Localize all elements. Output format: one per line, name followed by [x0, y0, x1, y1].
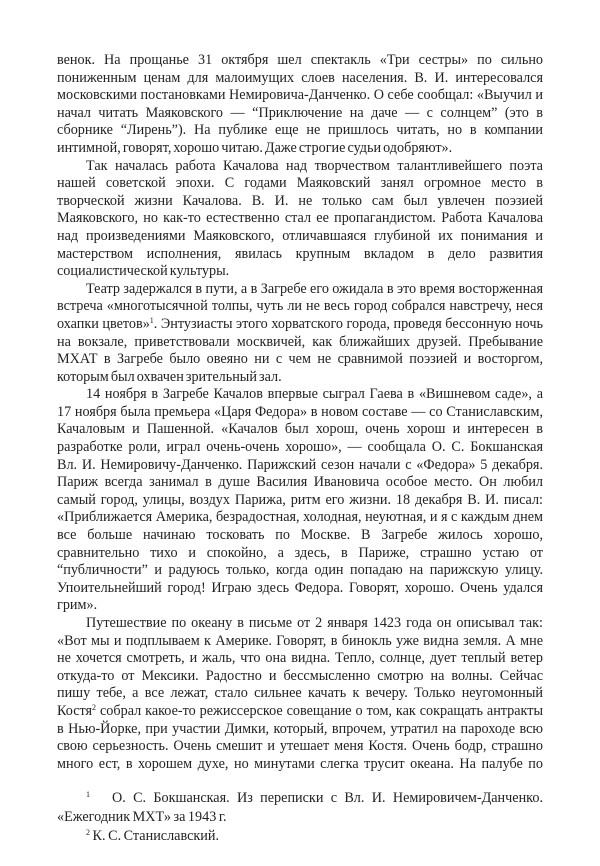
text-span: разработке роли, играл очень-очень хорошо», — сообщала О. С. Бокшанская: [57, 439, 543, 456]
text-span: Упоительнейший город! Играю здесь Федора. Говорят, хорошо. Очень удался: [57, 579, 543, 596]
text-span: в Нью-Йорке, при участии Димки, который, впрочем, утратил на пароходе всю: [57, 720, 543, 737]
text-span: Маяковского, но как-то естественно стал ее пропагандистом. Работа Качалова: [57, 210, 543, 227]
footnote-marker: 2: [86, 828, 90, 838]
paragraph: [57, 281, 543, 387]
footnote: [57, 827, 543, 846]
text-span: начал читать Маяковского — “Приключение на даче — с солнцем” (это в: [57, 104, 543, 121]
paragraph: [57, 52, 543, 158]
text-line: [57, 158, 543, 176]
footnote-marker: 1: [86, 790, 90, 800]
text-span: Париж всегда занимал в душе Василия Ивановича особое место. Он любил: [57, 474, 543, 491]
text-line: [57, 52, 543, 70]
text-line: [57, 246, 543, 264]
text-span: встреча «многотысячной толпы, чуть ли не весь город собрался навстречу, неся: [57, 298, 543, 315]
text-line: [57, 562, 543, 580]
text-line: [57, 228, 543, 246]
text-line: [57, 105, 543, 123]
text-span: “публичности” и радуюсь только, когда один попадаю на парижскую улицу.: [57, 562, 543, 579]
text-span: Костя: [57, 702, 93, 719]
text-span: творческой жизни Качалова. В. И. не только сам был увлечен поэзией: [57, 192, 543, 209]
text-span: много ест, в хорошем духе, но минутами слегка трусит океана. На палубе по: [57, 755, 543, 772]
text-span: нашей советской эпохи. С годами Маяковский занял огромное место в: [57, 175, 543, 192]
paragraph: [57, 615, 543, 773]
text-line: [57, 386, 543, 404]
text-span: которым был охвачен зрительный зал.: [57, 368, 282, 385]
text-span: все больше начинаю тосковать по Москве. В Загребе жилось хорошо,: [57, 527, 543, 544]
footnote-text: «Ежегодник МХТ» за 1943 г.: [57, 809, 227, 826]
text-line: [57, 738, 543, 756]
text-line: [57, 633, 543, 651]
text-line: [57, 334, 543, 352]
text-line: [57, 316, 543, 334]
text-span: собрал какое-то режиссерское совещание о том, как сокращать антракты: [96, 702, 543, 719]
text-span: МХАТ в Загребе было овеяно ни с чем не сравнимой поэзией и восторгом,: [57, 351, 543, 368]
text-span: Путешествие по океану в письме от 2 января 1423 года он описывал так:: [86, 615, 543, 631]
text-line: [57, 298, 543, 316]
text-span: «Приближается Америка, безрадостная, холодная, неуютная, и я с каждым днем: [57, 509, 543, 526]
text-line: [57, 615, 543, 633]
footnote-line: [57, 827, 543, 846]
text-span: . Энтузиасты этого хорватского города, проведя бессонную ночь: [153, 315, 544, 332]
text-span: Качаловым и Пашенной. «Качалов был хорош, очень хорош и интересен в: [57, 421, 543, 438]
text-span: охапки цветов»: [57, 315, 150, 332]
text-span: не хочется смотреть, и жаль, что она видна. Тепло, солнце, дует теплый ветер: [57, 650, 543, 667]
text-line: [57, 70, 543, 88]
text-line: [57, 87, 543, 105]
text-line: [57, 668, 543, 686]
text-span: пониженным ценам для малоимущих слоев населения. В. И. интересовался: [57, 69, 543, 86]
paragraph: [57, 386, 543, 615]
text-span: самый город, улицы, воздух Парижа, ритм его жизни. 18 декабря В. И. писал:: [57, 491, 543, 508]
text-span: откуда-то от Мексики. Радостно и бессмысленно смотрю на волны. Сейчас: [57, 667, 543, 684]
text-span: Так началась работа Качалова над творчеством талантливейшего поэта: [86, 157, 543, 174]
main-text: [57, 52, 543, 773]
text-line: [57, 650, 543, 668]
text-line: [57, 122, 543, 140]
text-span: свою серьезность. Очень смешит и утешает меня Костя. Очень бодр, страшно: [57, 738, 543, 755]
footnotes: [57, 789, 543, 846]
text-line: [57, 685, 543, 703]
text-line: [57, 492, 543, 510]
text-line: [57, 439, 543, 457]
text-span: венок. На прощанье 31 октября шел спектакль «Три сестры» по сильно: [57, 52, 543, 68]
text-span: «Вот мы и подплываем к Америке. Говорят, в бинокль уже видна земля. А мне: [57, 632, 543, 649]
text-line: [57, 210, 543, 228]
text-line: [57, 281, 543, 299]
text-span: сборнике “Лирень”). На публике еще не пришлось читать, но в компании: [57, 122, 543, 139]
text-span: грим».: [57, 597, 98, 614]
paragraph: [57, 158, 543, 281]
footnote-line: [57, 808, 543, 827]
text-span: над произведениями Маяковского, отличавшаяся глубиной их понимания и: [57, 227, 543, 244]
text-line: [57, 703, 543, 721]
text-span: 17 ноября была премьера «Царя Федора» в новом составе — со Станиславским,: [57, 403, 543, 420]
text-span: социалистической культуры.: [57, 263, 230, 280]
text-line: [57, 597, 543, 615]
footnote-text: К. С. Станиславский.: [92, 828, 220, 845]
text-span: Театр задержался в пути, а в Загребе его ожидала в это время восторженная: [86, 280, 543, 297]
footnote-line: [57, 789, 543, 808]
text-line: [57, 545, 543, 563]
text-line: [57, 351, 543, 369]
text-span: 14 ноября в Загребе Качалов впервые сыграл Гаева в «Вишневом саде», а: [86, 386, 543, 403]
text-line: [57, 527, 543, 545]
text-line: [57, 580, 543, 598]
footnote-reference[interactable]: 2: [92, 702, 97, 712]
footnote: [57, 789, 543, 827]
text-span: пишу тебе, а все лежат, стало сильнее качать к вечеру. Только неугомонный: [57, 685, 543, 702]
text-line: [57, 193, 543, 211]
text-span: сравнительно тихо и спокойно, а здесь, в Париже, страшно устаю от: [57, 544, 543, 561]
text-line: [57, 140, 543, 158]
text-line: [57, 721, 543, 739]
text-line: [57, 509, 543, 527]
text-line: [57, 404, 543, 422]
text-span: Вл. И. Немировичу-Данченко. Парижский сезон начали с «Федора» 5 декабря.: [57, 456, 543, 473]
footnote-text: О. С. Бокшанская. Из переписки с Вл. И. Немировичем-Данченко.: [111, 790, 543, 807]
text-span: московскими постановками Немировича-Данченко. О себе сообщал: «Выучил и: [57, 87, 543, 104]
text-line: [57, 263, 543, 281]
footnote-reference[interactable]: 1: [149, 315, 154, 325]
text-span: на вокзале, приветствовали москвичей, как ближайших друзей. Пребывание: [57, 333, 543, 350]
text-line: [57, 457, 543, 475]
text-line: [57, 175, 543, 193]
text-line: [57, 474, 543, 492]
text-span: мастерством исполнения, явилась крупным вкладом в дело развития: [57, 245, 543, 262]
text-span: интимной, говорят, хорошо читаю. Даже строгие судьи одобряют».: [57, 139, 453, 156]
text-line: [57, 421, 543, 439]
text-line: [57, 756, 543, 774]
text-line: [57, 369, 543, 387]
